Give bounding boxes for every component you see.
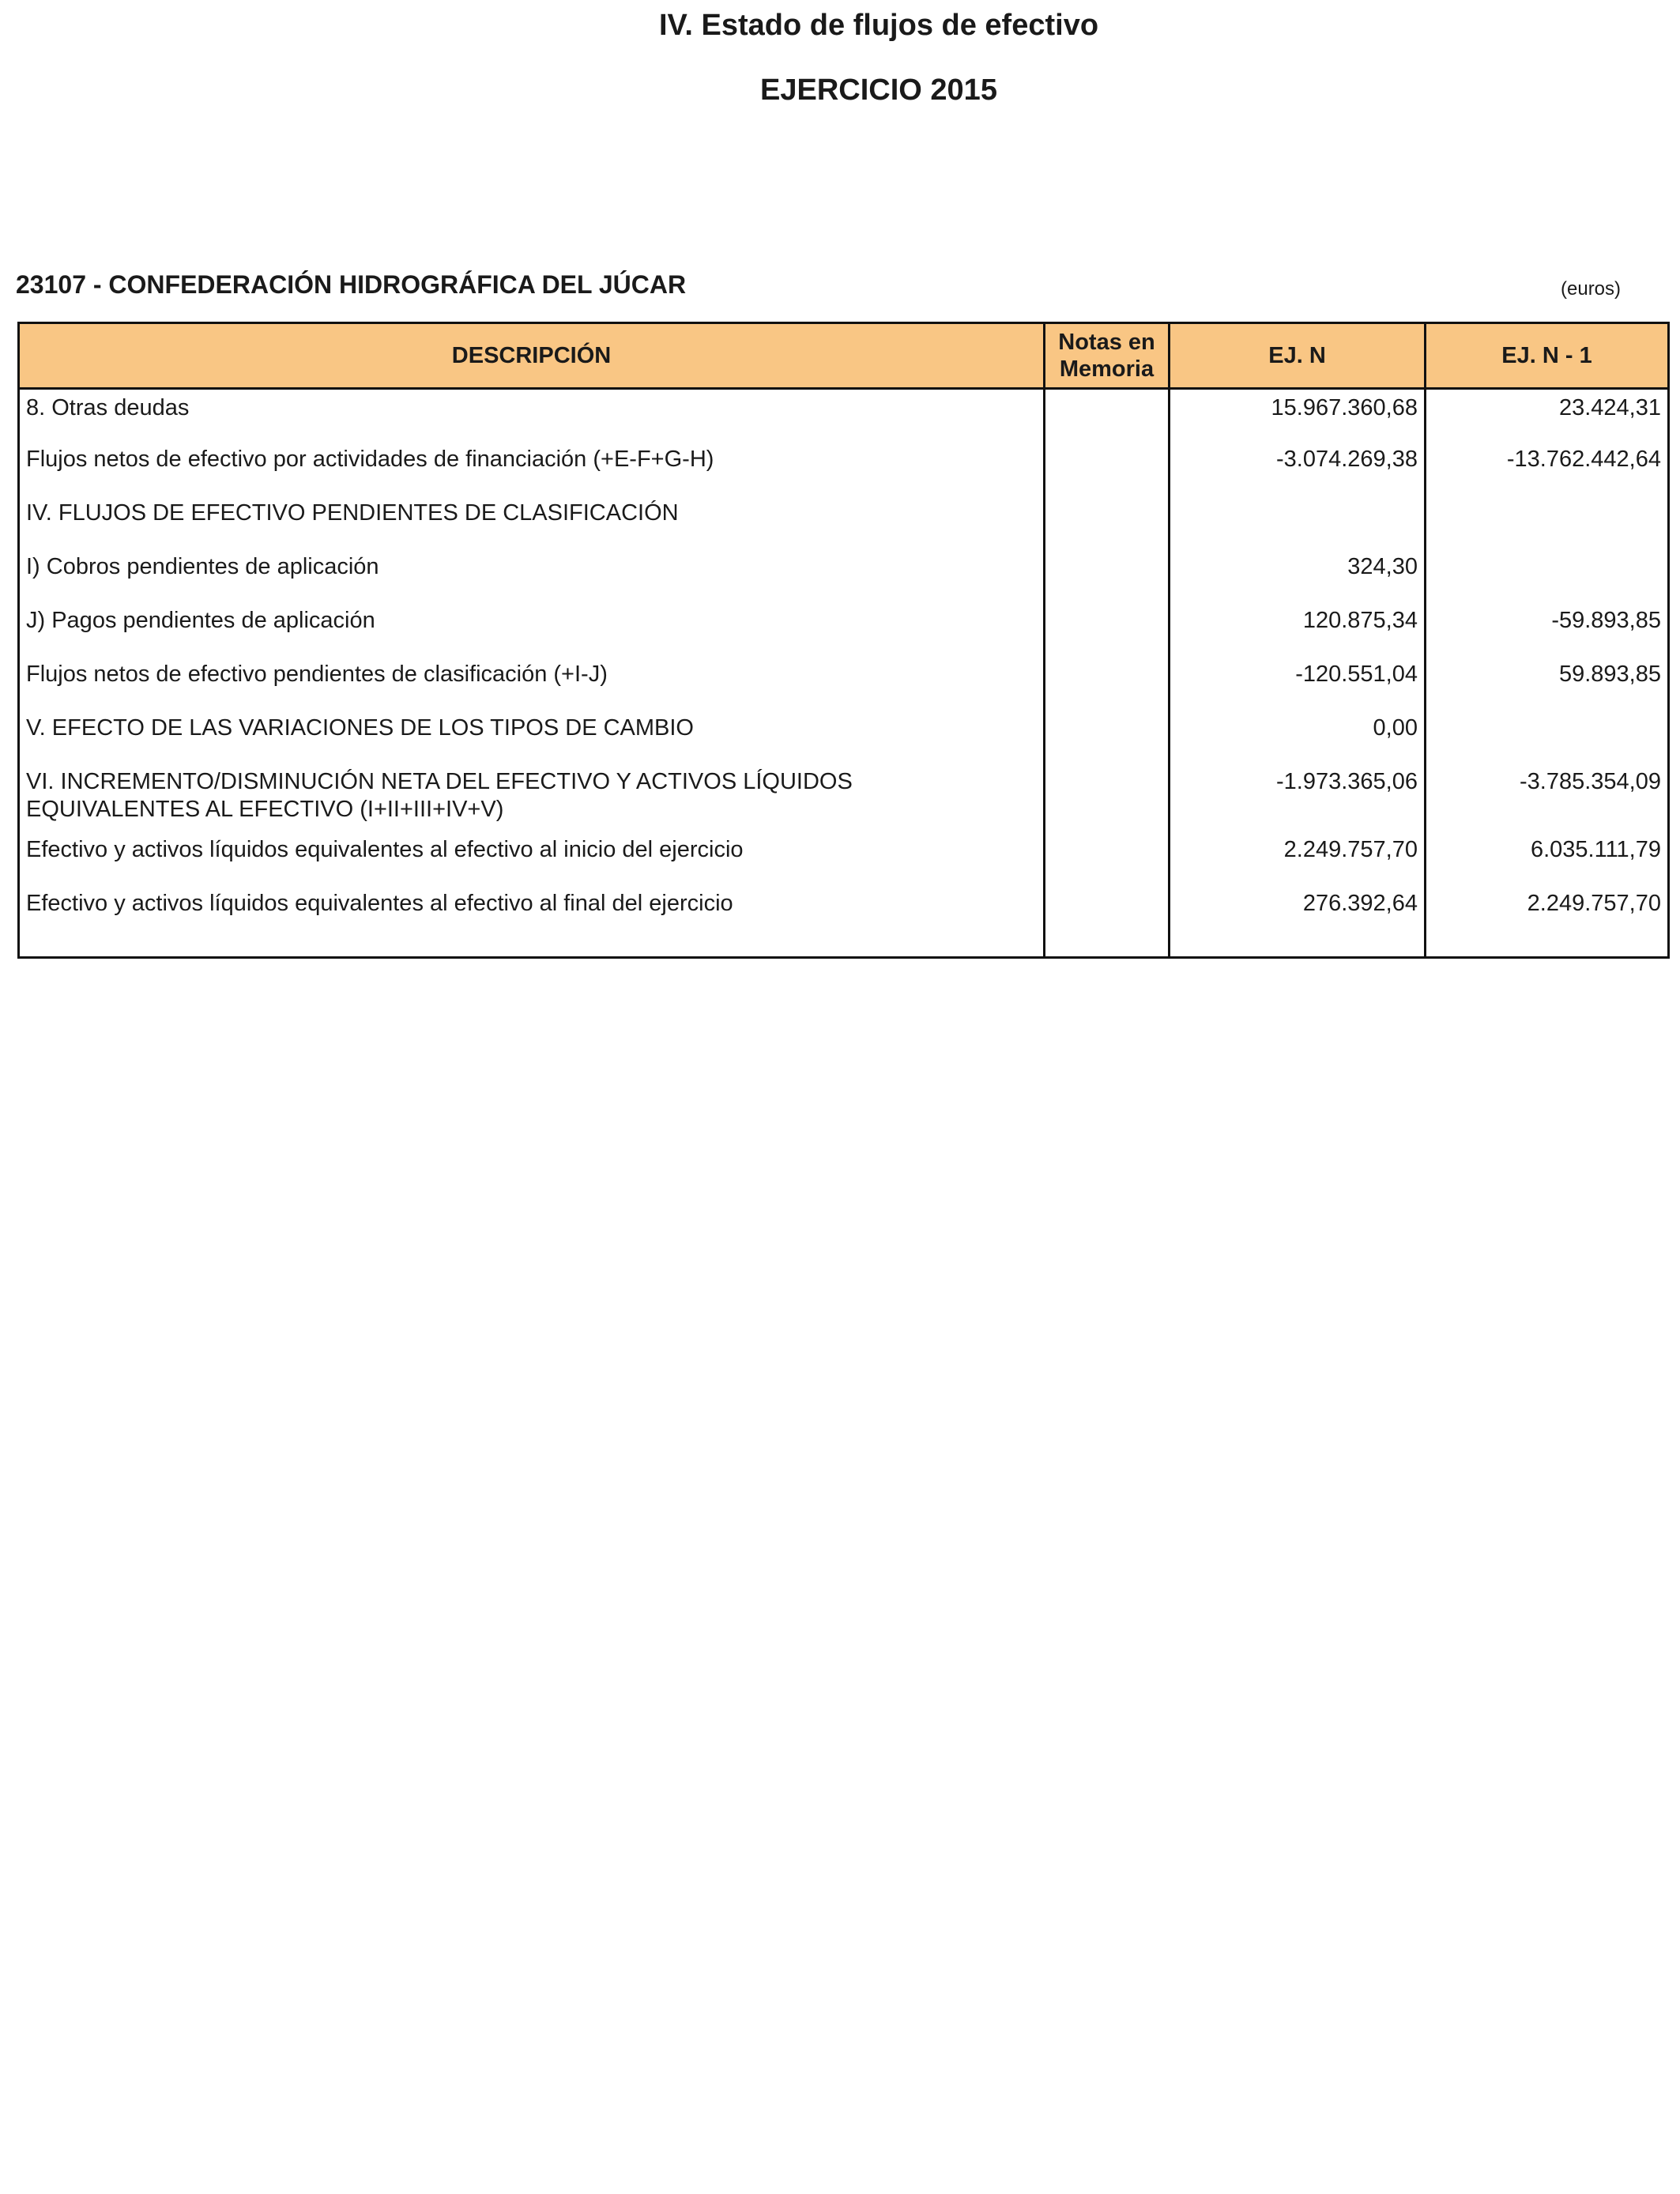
row-previous-year-value bbox=[1426, 711, 1669, 765]
header-previous-year: EJ. N - 1 bbox=[1426, 323, 1669, 389]
table-row bbox=[19, 711, 1669, 765]
cash-flow-table bbox=[17, 322, 1670, 959]
row-previous-year-value: -59.893,85 bbox=[1426, 604, 1669, 658]
page-title: IV. Estado de flujos de efectivo bbox=[658, 9, 1099, 42]
row-notes bbox=[1045, 389, 1170, 443]
row-notes bbox=[1045, 833, 1170, 887]
row-description bbox=[19, 765, 1045, 833]
entity-name: 23107 - CONFEDERACIÓN HIDROGRÁFICA DEL JÚCAR bbox=[16, 270, 687, 299]
row-notes bbox=[1045, 604, 1170, 658]
table-header-row bbox=[19, 323, 1669, 389]
row-description: V. EFECTO DE LAS VARIACIONES DE LOS TIPOS DE CAMBIO bbox=[19, 711, 1045, 765]
table-row bbox=[19, 765, 1669, 833]
table-row bbox=[19, 496, 1669, 550]
row-previous-year-value: 2.249.757,70 bbox=[1426, 887, 1669, 958]
table-row bbox=[19, 658, 1669, 711]
row-previous-year-value: 59.893,85 bbox=[1426, 658, 1669, 711]
row-description: IV. FLUJOS DE EFECTIVO PENDIENTES DE CLASIFICACIÓN bbox=[19, 496, 1045, 550]
row-notes bbox=[1045, 658, 1170, 711]
row-notes bbox=[1045, 443, 1170, 496]
row-current-year-value: 2.249.757,70 bbox=[1170, 833, 1426, 887]
header-notes-line1: Notas en bbox=[1058, 330, 1155, 355]
table-row bbox=[19, 389, 1669, 443]
row-description-line1: VI. INCREMENTO/DISMINUCIÓN NETA DEL EFECTIVO Y ACTIVOS LÍQUIDOS bbox=[26, 768, 853, 794]
row-previous-year-value: -13.762.442,64 bbox=[1426, 443, 1669, 496]
table-row bbox=[19, 887, 1669, 958]
row-notes bbox=[1045, 887, 1170, 958]
fiscal-year-title: EJERCICIO 2015 bbox=[760, 74, 997, 107]
header-description: DESCRIPCIÓN bbox=[19, 323, 1045, 389]
row-description: Flujos netos de efectivo por actividades de financiación (+E-F+G-H) bbox=[19, 443, 1045, 496]
table-row bbox=[19, 550, 1669, 604]
row-current-year-value: 15.967.360,68 bbox=[1170, 389, 1426, 443]
header-notes bbox=[1045, 323, 1170, 389]
row-description: Efectivo y activos líquidos equivalentes al efectivo al inicio del ejercicio bbox=[19, 833, 1045, 887]
row-previous-year-value: -3.785.354,09 bbox=[1426, 765, 1669, 833]
row-description: Efectivo y activos líquidos equivalentes al efectivo al final del ejercicio bbox=[19, 887, 1045, 958]
row-current-year-value: 276.392,64 bbox=[1170, 887, 1426, 958]
units-label: (euros) bbox=[1561, 278, 1622, 300]
header-notes-line2: Memoria bbox=[1059, 356, 1155, 382]
row-current-year-value: 120.875,34 bbox=[1170, 604, 1426, 658]
header-current-year: EJ. N bbox=[1170, 323, 1426, 389]
row-description-line2: EQUIVALENTES AL EFECTIVO (I+II+III+IV+V) bbox=[26, 796, 504, 822]
row-current-year-value: -3.074.269,38 bbox=[1170, 443, 1426, 496]
table-row bbox=[19, 833, 1669, 887]
row-previous-year-value bbox=[1426, 550, 1669, 604]
row-current-year-value: 324,30 bbox=[1170, 550, 1426, 604]
row-description: Flujos netos de efectivo pendientes de clasificación (+I-J) bbox=[19, 658, 1045, 711]
row-description: 8. Otras deudas bbox=[19, 389, 1045, 443]
row-notes bbox=[1045, 550, 1170, 604]
row-notes bbox=[1045, 496, 1170, 550]
table-row bbox=[19, 604, 1669, 658]
row-description: J) Pagos pendientes de aplicación bbox=[19, 604, 1045, 658]
row-notes bbox=[1045, 765, 1170, 833]
row-current-year-value: 0,00 bbox=[1170, 711, 1426, 765]
row-previous-year-value: 23.424,31 bbox=[1426, 389, 1669, 443]
row-previous-year-value: 6.035.111,79 bbox=[1426, 833, 1669, 887]
row-previous-year-value bbox=[1426, 496, 1669, 550]
row-current-year-value bbox=[1170, 496, 1426, 550]
table-row bbox=[19, 443, 1669, 496]
row-notes bbox=[1045, 711, 1170, 765]
row-current-year-value: -1.973.365,06 bbox=[1170, 765, 1426, 833]
row-current-year-value: -120.551,04 bbox=[1170, 658, 1426, 711]
row-description: I) Cobros pendientes de aplicación bbox=[19, 550, 1045, 604]
